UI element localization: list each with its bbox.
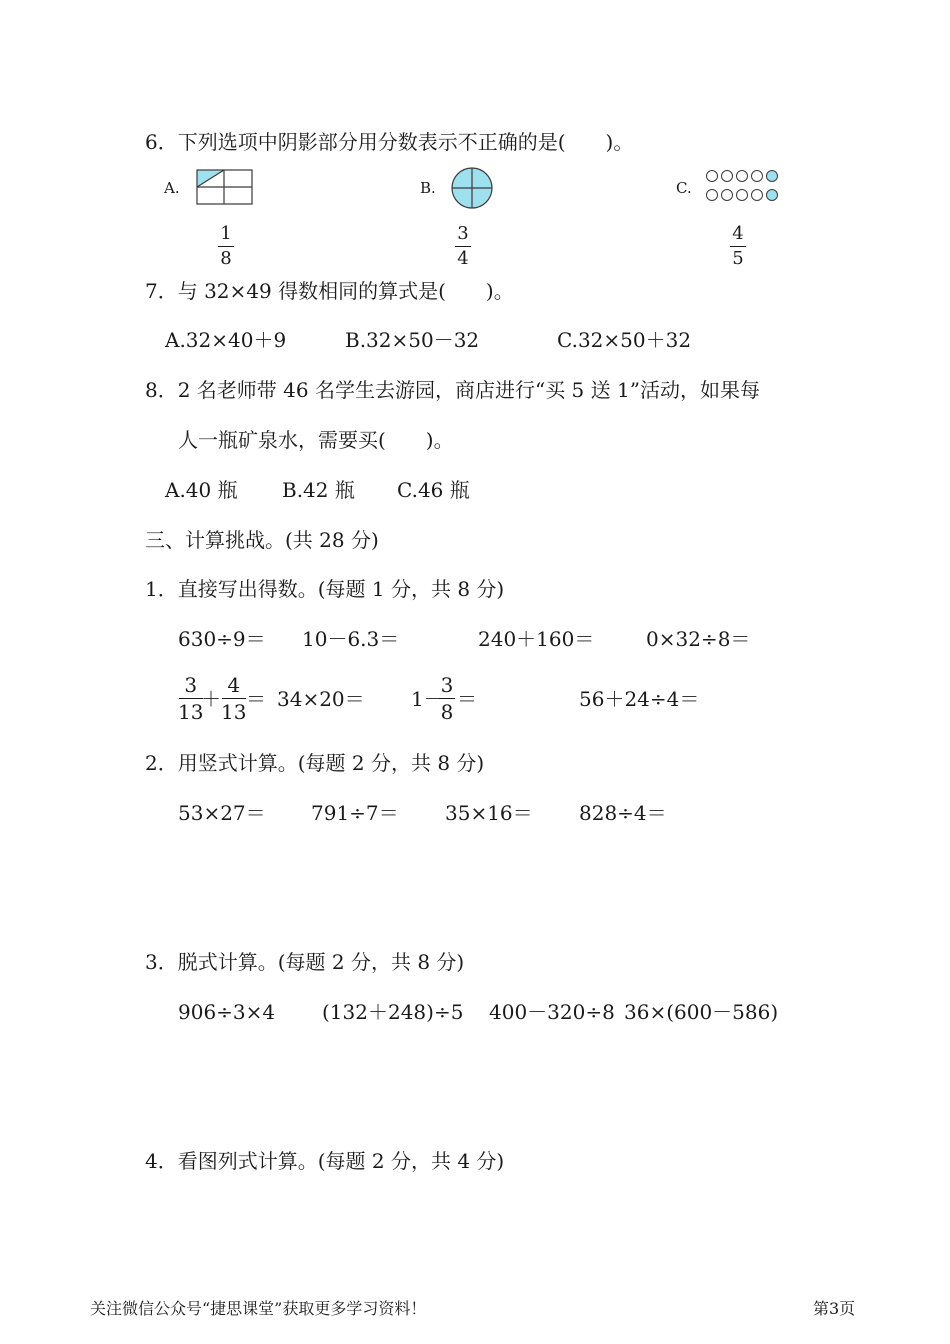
numerator: 3 [440, 673, 454, 697]
numerator: 4 [227, 673, 241, 697]
denominator: 4 [457, 248, 469, 269]
q7-option-c: C.32×50＋32 [557, 328, 692, 352]
q6-figure-a-rectangle [196, 169, 254, 205]
numerator: 4 [732, 223, 744, 244]
q6-option-c-label: C. [676, 179, 692, 197]
q7-option-b: B.32×50－32 [345, 328, 480, 352]
p1-fraction-3-8 [439, 674, 455, 723]
q6-option-b-fraction [455, 224, 471, 269]
numerator: 3 [184, 673, 198, 697]
p1-item-8: 56＋24÷4＝ [579, 687, 700, 711]
denominator: 5 [732, 248, 744, 269]
p3-item-2: (132＋248)÷5 [322, 1000, 464, 1024]
numerator: 3 [457, 223, 469, 244]
p2-item-3: 35×16＝ [445, 801, 533, 825]
p1-item-3: 240＋160＝ [478, 627, 595, 651]
q8-option-a: A.40 瓶 [165, 478, 238, 502]
q8-option-c: C.46 瓶 [397, 478, 470, 502]
q6-option-a-fraction [218, 224, 234, 269]
p1-item-4: 0×32÷8＝ [646, 627, 751, 651]
q6-option-b-label: B. [420, 179, 436, 197]
p3-item-4: 36×(600－586) [624, 1000, 779, 1024]
p3-stem: 3．脱式计算。(每题 2 分，共 8 分) [145, 950, 465, 974]
p1-item-7-prefix: 1－ [411, 687, 444, 711]
section3-title: 三、计算挑战。(共 28 分) [145, 528, 379, 552]
q6-figure-b-circle [450, 166, 494, 210]
p3-item-3: 400－320÷8 [489, 1000, 615, 1024]
p4-stem: 4．看图列式计算。(每题 2 分，共 4 分) [145, 1149, 505, 1173]
q7-stem: 7．与 32×49 得数相同的算式是( )。 [145, 279, 514, 303]
q8-stem-line1: 8．2 名老师带 46 名学生去游园，商店进行“买 5 送 1”活动，如果每 [145, 378, 760, 402]
p3-item-1: 906÷3×4 [178, 1000, 276, 1024]
p1-fraction-3-13 [178, 674, 203, 723]
p2-stem: 2．用竖式计算。(每题 2 分，共 8 分) [145, 751, 485, 775]
q7-option-a: A.32×40＋9 [165, 328, 287, 352]
numerator: 1 [220, 223, 232, 244]
p1-item-2: 10－6.3＝ [302, 627, 400, 651]
p2-item-2: 791÷7＝ [311, 801, 399, 825]
denominator: 8 [220, 248, 232, 269]
q8-stem-line2: 人一瓶矿泉水，需要买( )。 [178, 428, 454, 452]
denominator: 13 [178, 700, 204, 724]
q8-option-b: B.42 瓶 [282, 478, 355, 502]
p1-fraction-4-13 [221, 674, 246, 723]
q6-stem: 6．下列选项中阴影部分用分数表示不正确的是( )。 [145, 130, 634, 154]
q6-figure-c-circles [705, 168, 785, 204]
p2-item-4: 828÷4＝ [579, 801, 667, 825]
denominator: 8 [440, 700, 454, 724]
q6-option-a-label: A. [164, 179, 180, 197]
q6-option-c-fraction [730, 224, 746, 269]
p2-item-1: 53×27＝ [178, 801, 266, 825]
p1-item-1: 630÷9＝ [178, 627, 266, 651]
denominator: 13 [221, 700, 247, 724]
p1-item-6: 34×20＝ [277, 687, 365, 711]
page-number: 第3页 [813, 1299, 856, 1318]
p1-equals-sign: ＝ [246, 687, 266, 711]
p1-item-7-suffix: ＝ [457, 687, 477, 711]
p1-stem: 1．直接写出得数。(每题 1 分，共 8 分) [145, 577, 505, 601]
p1-plus-sign: ＋ [201, 687, 221, 711]
footer-note: 关注微信公众号“捷思课堂”获取更多学习资料！ [90, 1299, 427, 1318]
